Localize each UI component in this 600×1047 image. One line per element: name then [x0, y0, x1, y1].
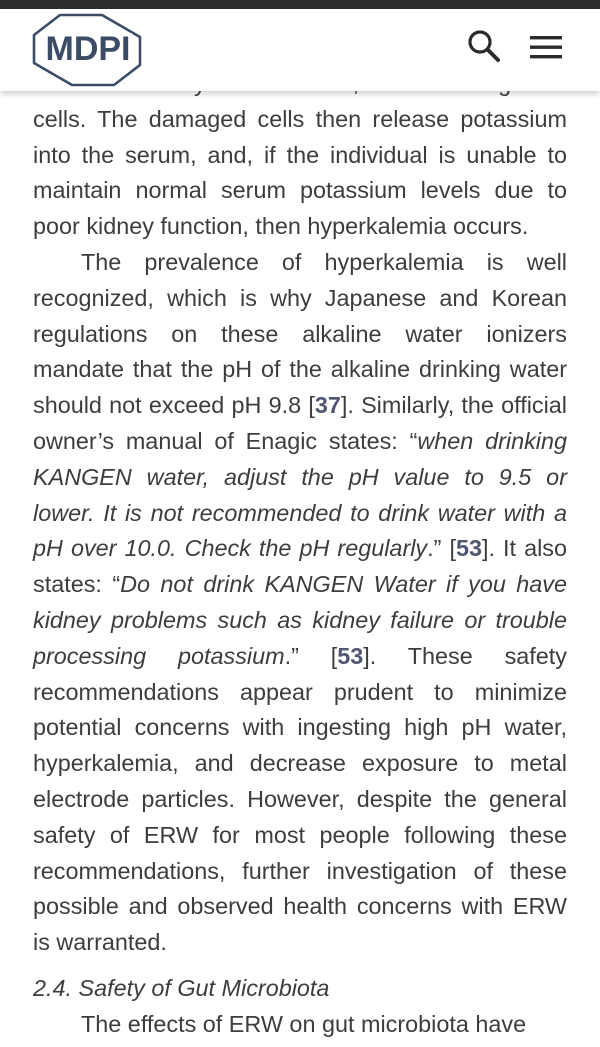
- text-run: The prevalence of hyperkalemia is well recognized, which is why Japanese and Korean regulations on these alkaline water ionizers mandate that the pH of the alkaline drinking water should not exceed pH 9.8 [: [33, 248, 567, 419]
- menu-button[interactable]: [527, 29, 565, 67]
- paragraph-gut-microbiota-partial: The effects of ERW on gut microbiota have: [81, 1010, 527, 1037]
- search-button[interactable]: [465, 27, 503, 65]
- article-body: [33, 66, 567, 1043]
- text-run: .” [: [284, 642, 338, 669]
- hamburger-menu-icon: [527, 29, 565, 67]
- manual-quote-ph: when drinking KANGEN water, adjust the pH value to 9.5 or lower. It is not recommended to drink water with a pH over 10.0. Check the pH regularly: [33, 427, 567, 562]
- section-heading-gut-microbiota: 2.4. Safety of Gut Microbiota: [33, 974, 330, 1001]
- svg-text:MDPI: MDPI: [45, 30, 131, 68]
- paragraph-potassium: [33, 66, 567, 245]
- status-bar: [0, 0, 600, 9]
- text-run: ]. Similarly, the official owner’s manual of Enagic states: “: [33, 392, 568, 454]
- manual-quote-kidney: Do not drink KANGEN Water if you have kidney problems such as kidney failure or trouble processing potassium: [33, 571, 567, 669]
- site-header: [0, 9, 600, 91]
- text-run: ]. It also states: “: [33, 535, 567, 598]
- paragraph-potassium-text: cells. The damaged cells then release potassium into the serum, and, if the individual is unable to maintain normal serum potassium levels due to poor kidney function, then hyperkalemia occurs.: [33, 105, 567, 240]
- reference-link-37[interactable]: 37: [314, 392, 341, 419]
- reference-link-53[interactable]: 53: [455, 535, 482, 562]
- text-run: .” [: [427, 535, 456, 562]
- mdpi-logo-mark: [30, 13, 144, 87]
- paragraph-hyperkalemia: [33, 245, 567, 961]
- mdpi-logo[interactable]: [30, 13, 144, 87]
- reference-link-53-second[interactable]: 53: [337, 642, 364, 669]
- search-icon: [465, 27, 503, 65]
- text-run: ]. These safety recommendations appear prudent to minimize potential concerns with ingesting high pH water, hyperkalemia, and decrease exposure to metal electrode particles. However, despite the general safety of ERW for most people following these recommendations, further investigation of these possible and observed health concerns with ERW is warranted.: [33, 642, 567, 956]
